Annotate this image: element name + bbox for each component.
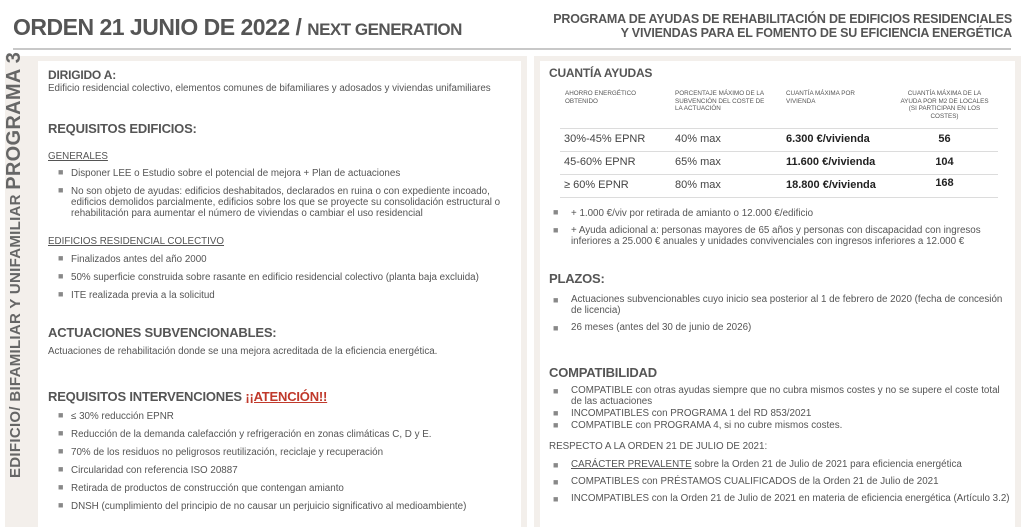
- table-divider: [560, 197, 998, 198]
- bullet-icon: ■: [553, 477, 559, 487]
- compat-respecto: RESPECTO A LA ORDEN 21 DE JULIO DE 2021:: [549, 441, 768, 452]
- table-header-ahorro: AHORRO ENERGÉTICO OBTENIDO: [565, 90, 637, 105]
- intervenciones-item-4: Circularidad con referencia ISO 20887: [71, 465, 238, 476]
- intervenciones-item-3: 70% de los residuos no peligrosos reutilización, reciclaje y recuperación: [71, 447, 384, 458]
- compat-item-1b: de las actuaciones: [571, 396, 653, 407]
- table-header-locales: CUANTÍA MÁXIMA DE LA AYUDA POR M2 DE LOCALES (SI PARTICIPAN EN LOS COSTES): [900, 90, 989, 120]
- compat-title: COMPATIBILIDAD: [549, 365, 657, 380]
- table-cell-ahorro: ≥ 60% EPNR: [564, 179, 629, 191]
- attention-badge: ¡¡ATENCIÓN!!: [245, 389, 328, 404]
- bullet-icon: ■: [58, 446, 64, 456]
- bullet-icon: ■: [553, 420, 559, 430]
- bullet-icon: ■: [58, 410, 64, 420]
- bullet-icon: ■: [58, 500, 64, 510]
- program-title: [553, 12, 1012, 40]
- table-cell-locales: 168: [935, 177, 954, 189]
- compat-item-3: COMPATIBLE con PROGRAMA 4, si no cubre mismos costes.: [571, 420, 843, 431]
- bullet-icon: ■: [553, 386, 559, 396]
- plazos-item-1b: de licencia): [571, 305, 621, 316]
- dirigido-title: DIRIGIDO A:: [48, 68, 117, 82]
- prevalente-label: CARÁCTER PREVALENTE: [571, 459, 692, 470]
- table-divider: [560, 174, 998, 175]
- table-cell-locales: 56: [938, 133, 951, 145]
- table-cell-vivienda: 11.600 €/vivienda: [786, 156, 876, 168]
- sidebar-vertical-label: [3, 52, 26, 478]
- bullet-icon: ■: [58, 167, 64, 177]
- bullet-icon: ■: [553, 225, 559, 235]
- colectivo-title: EDIFICIOS RESIDENCIAL COLECTIVO: [48, 236, 225, 247]
- table-cell-porcentaje: 40% max: [675, 133, 721, 145]
- actuaciones-title: ACTUACIONES SUBVENCIONABLES:: [48, 325, 277, 340]
- dirigido-text: Edificio residencial colectivo, elementos comunes de bifamiliares y adosados y viviendas unifamiliares: [48, 83, 491, 94]
- page-title: [13, 14, 462, 41]
- bullet-icon: ■: [58, 464, 64, 474]
- colectivo-item-3: ITE realizada previa a la solicitud: [71, 290, 215, 301]
- table-header-vivienda: CUANTÍA MÁXIMA POR VIVIENDA: [786, 90, 855, 105]
- cuantia-title: CUANTÍA AYUDAS: [549, 66, 653, 80]
- table-header-porcentaje: PORCENTAJE MÁXIMO DE LA SUBVENCIÓN DEL COSTE DE LA ACTUACIÓN: [675, 90, 765, 112]
- title-subtitle: NEXT GENERATION: [307, 20, 462, 39]
- sidebar-label: EDIFICIO/ BIFAMILIAR Y UNIFAMILIAR: [7, 194, 24, 478]
- cuantia-note-1: + 1.000 €/viv por retirada de amianto o 12.000 €/edificio: [571, 208, 814, 219]
- intervenciones-item-5: Retirada de productos de construcción que contengan amianto: [71, 483, 344, 494]
- bullet-icon: ■: [553, 494, 559, 504]
- generales-item-2c: rehabilitación para aumentar el número de viviendas o cambiar el uso residencial: [71, 208, 423, 219]
- table-cell-ahorro: 45-60% EPNR: [564, 156, 636, 168]
- requisitos-title: REQUISITOS EDIFICIOS:: [48, 121, 197, 136]
- colectivo-item-2: 50% superficie construida sobre rasante en edificio residencial colectivo (planta baja excluida): [71, 272, 479, 283]
- header-divider: [13, 48, 1011, 50]
- table-cell-porcentaje: 80% max: [675, 179, 721, 191]
- intervenciones-item-6: DNSH (cumplimiento del principio de no causar un perjuicio significativo al medioambiente): [71, 501, 467, 512]
- compat2-item-2: COMPATIBLES con PRÉSTAMOS CUALIFICADOS de la Orden 21 de Julio de 2021: [571, 476, 939, 487]
- bullet-icon: ■: [553, 207, 559, 217]
- table-cell-porcentaje: 65% max: [675, 156, 721, 168]
- generales-item-1: Disponer LEE o Estudio sobre el potencial de mejora + Plan de actuaciones: [71, 168, 401, 179]
- table-cell-vivienda: 6.300 €/vivienda: [786, 133, 870, 145]
- compat-item-2: INCOMPATIBLES con PROGRAMA 1 del RD 853/2021: [571, 408, 812, 419]
- bullet-icon: ■: [58, 289, 64, 299]
- generales-title: GENERALES: [48, 151, 108, 162]
- generales-item-2b: edificios demolidos parcialmente, edificios sobre los que se proyecte su consolidación estructural o: [71, 197, 501, 208]
- bullet-icon: ■: [58, 482, 64, 492]
- bullet-icon: ■: [58, 185, 64, 195]
- bullet-icon: ■: [58, 428, 64, 438]
- cuantia-note-2b: inferiores a 25.000 € anuales y unidades convivenciales con ingresos inferiores a 12.000 €: [571, 236, 965, 247]
- table-cell-vivienda: 18.800 €/vivienda: [786, 179, 876, 191]
- colectivo-item-1: Finalizados antes del año 2000: [71, 254, 207, 265]
- bullet-icon: ■: [58, 253, 64, 263]
- intervenciones-title: [48, 389, 327, 404]
- bullet-icon: ■: [553, 460, 559, 470]
- bullet-icon: ■: [553, 408, 559, 418]
- table-cell-locales: 104: [935, 156, 954, 168]
- intervenciones-title-text: REQUISITOS INTERVENCIONES: [48, 389, 242, 404]
- bullet-icon: ■: [553, 323, 559, 333]
- generales-item-2a: No son objeto de ayudas: edificios deshabitados, declarados en ruina o con expediente incoado,: [71, 186, 490, 197]
- intervenciones-item-1: ≤ 30% reducción EPNR: [71, 411, 174, 422]
- bullet-icon: ■: [553, 295, 559, 305]
- cuantia-note-2a: + Ayuda adicional a: personas mayores de 65 años y personas con discapacidad con ingresos: [571, 225, 981, 236]
- plazos-item-2: 26 meses (antes del 30 de junio de 2026): [571, 322, 752, 333]
- table-divider: [560, 128, 998, 129]
- table-cell-ahorro: 30%-45% EPNR: [564, 133, 646, 145]
- compat2-item-1-text: sobre la Orden 21 de Julio de 2021 para eficiencia energética: [691, 459, 962, 470]
- compat-item-1a: COMPATIBLE con otras ayudas siempre que no cubra mismos costes y no se supere el coste total: [571, 385, 1000, 396]
- plazos-item-1a: Actuaciones subvencionables cuyo inicio sea posterior al 1 de febrero de 2020 (fecha de concesión: [571, 294, 1003, 305]
- intervenciones-item-2: Reducción de la demanda calefacción y refrigeración en zonas climáticas C, D y E.: [71, 429, 432, 440]
- sidebar-program: PROGRAMA 3: [3, 51, 25, 190]
- compat2-item-3: INCOMPATIBLES con la Orden 21 de Julio de 2021 en materia de eficiencia energética (Artículo 3.2): [571, 493, 1010, 504]
- program-title-line1: PROGRAMA DE AYUDAS DE REHABILITACIÓN DE EDIFICIOS RESIDENCIALES: [553, 12, 1012, 26]
- plazos-title: PLAZOS:: [549, 271, 605, 286]
- title-text: ORDEN 21 JUNIO DE 2022 /: [13, 14, 302, 40]
- actuaciones-text: Actuaciones de rehabilitación donde se una mejora acreditada de la eficiencia energética.: [48, 346, 438, 357]
- bullet-icon: ■: [58, 271, 64, 281]
- program-title-line2: Y VIVIENDAS PARA EL FOMENTO DE SU EFICIENCIA ENERGÉTICA: [620, 26, 1012, 40]
- table-divider: [560, 151, 998, 152]
- compat2-item-1: [571, 459, 962, 470]
